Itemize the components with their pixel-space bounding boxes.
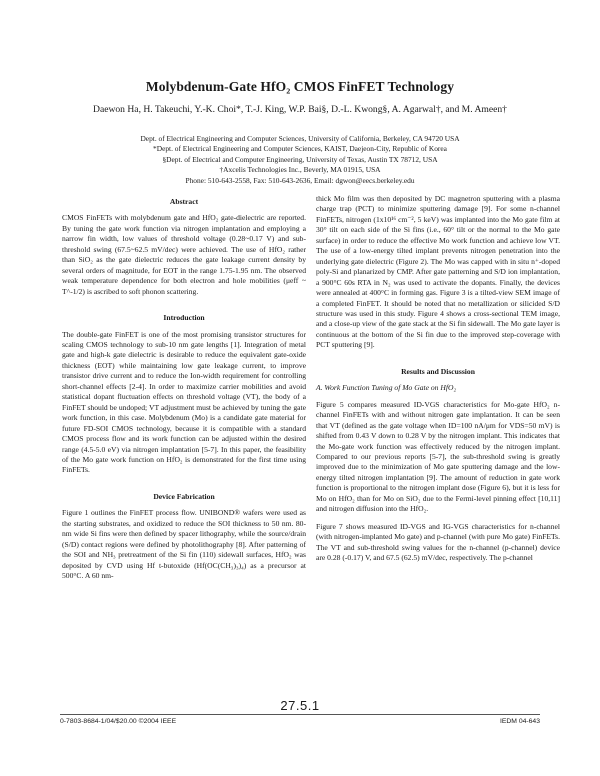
copyright-line: 0-7803-8684-1/04/$20.00 ©2004 IEEE (60, 718, 177, 725)
fabrication-continued-text: thick Mo film was then deposited by DC magnetron sputtering with a plasma charge trap (PCT) to minimize sputtering damage [9]. For some n-channel FinFETs, nitrogen (1x10¹⁶ cm⁻², 5 keV) was implanted into the Mo gate film at 30° tilt on each side of the Si fins (i.e., 60° tilt or the normal to the Mo gate surface) in order to reduce the effective Mo work function and achieve low VT. The use of a low-energy tilted implant prevents nitrogen penetration into the underlying gate dielectric (Figure 2). The Mo was capped with in situ n⁺-doped poly-Si and planarized by CMP. After gate patterning and S/D ion implantation, a 900°C 60s RTA in N₂ was used to activate the dopants. Finally, the devices were annealed at 400°C in forming gas. Figure 3 is a tilted-view SEM image of a completed FinFET. It should be noted that no metallization or silicided S/D structure was used in this study. Figure 4 shows a cross-sectional TEM image, and a close-up view of the gate stack at the Si fin sidewall. The Mo gate layer is continuous at the bottom of the Si fin due to the improved step-coverage with PCT sputtering [9]. (316, 194, 560, 350)
results-subheading: A. Work Function Tuning of Mo Gate on HfO₂ (316, 383, 457, 393)
results-paragraph-2: Figure 7 shows measured ID-VGS and IG-VGS characteristics for n-channel (with nitrogen-implanted Mo gate) and p-channel (with pure Mo gate) FinFETs. The VT and sub-threshold swing values for the n-channel (p-channel) device are 0.28 (-0.17) V, and 67.5 (62.5) mV/dec, respectively. The p-channel (316, 521, 560, 563)
affiliation-line: *Dept. of Electrical Engineering and Computer Sciences, KAIST, Daejeon-City, Republic of Korea (153, 144, 447, 154)
results-paragraph-1: Figure 5 compares measured ID-VGS characteristics for Mo-gate HfO₂ n-channel FinFETs with and without nitrogen gate implantation. It can be seen that VT (defined as the gate voltage when ID=100 nA/μm for VDS=50 mV) is shifted from 0.43 V down to 0.28 V by the nitrogen implant. This indicates that the Mo-gate work function was effectively reduced by the nitrogen implant. Compared to our previous reports [5-7], the sub-threshold swing is greatly improved due to the minimization of Mo gate sputtering damage and the low-energy tilted nitrogen implantation [9]. The amount of reduction in gate work function is proportional to the nitrogen implant dose (Figure 6), but it is less for Mo on HfO₂ than for Mo on SiO₂ due to the Fermi-level pinning effect [10,11] and nitrogen diffusion into the HfO₂. (316, 399, 560, 514)
left-column (62, 197, 306, 589)
abstract-text: CMOS FinFETs with molybdenum gate and HfO₂ gate-dielectric are reported. By tuning the gate work function via nitrogen implantation and employing a narrow fin width, low values of threshold voltage (0.28~0.17 V) and sub-threshold swing (67.5~62.5 mV/dec) were achieved. The use of HfO₂ rather than SiO₂ as the gate dielectric reduces the gate leakage current density by several orders of magnitude, for EOT in the range 1.75-1.95 nm. The observed weak temperature dependence for both electron and hole mobilities (μeff ~ T^-1/2) is ascribed to soft phonon scattering. (62, 213, 306, 296)
right-column (316, 194, 560, 571)
affiliation-line: §Dept. of Electrical and Computer Engineering, University of Texas, Austin TX 78712, USA (162, 154, 438, 164)
footer-divider (60, 714, 540, 715)
device-fabrication-text: Figure 1 outlines the FinFET process flow. UNIBOND® wafers were used as the starting substrates, and oxidized to reduce the SOI thickness to 50 nm. 80-nm wide Si fins were then defined by spacer lithography, while the source/drain (S/D) contact regions were defined by photolithography [8]. After patterning of the SOI and NH₃ pretreatment of the Si fin (110) sidewall surfaces, HfO₂ was deposited by CVD using Hf t-butoxide (Hf(OC(CH₃)₃)₄) as a precursor at 500°C. A 60 nm- (62, 508, 306, 581)
affiliation-line: †Axcelis Technologies Inc., Beverly, MA 01915, USA (219, 165, 381, 175)
paper-title: Molybdenum-Gate HfO₂ CMOS FinFET Technology (145, 79, 455, 94)
conference-page-label: IEDM 04-643 (499, 718, 540, 725)
page-number: 27.5.1 (280, 698, 320, 713)
author-list: Daewon Ha, H. Takeuchi, Y.-K. Choi*, T.-J. King, W.P. Bai§, D.-L. Kwong§, A. Agarwal†, and M. Ameen† (93, 104, 507, 115)
results-heading: Results and Discussion (401, 366, 475, 376)
introduction-text: The double-gate FinFET is one of the most promising transistor structures for scaling CMOS technology to sub-10 nm gate lengths [1]. Integration of metal gate and high-k gate dielectric is desirable to reduce the equivalent gate-oxide thickness (EOT) while maintaining low gate leakage current, to improve transistor drive current and to reduce the Ion-width requirement for controlling short-channel effects [2-4]. In order to maximize carrier mobilities and avoid statistical dopant fluctuation effects on threshold voltage (VT), the body of a FinFET should be undoped; VT adjustment must be achieved by tuning the gate work function, in this case. Molybdenum (Mo) is a candidate gate material for future FD-SOI CMOS technology, because it is compatible with a standard CMOS process flow and its work function can be adjusted within the desired range (4.5-5.0 eV) via nitrogen implantation [5-7]. In this paper, the feasibility of the Mo gate work function on HfO₂ is demonstrated for the first time using FinFETs. (62, 329, 306, 475)
introduction-heading: Introduction (163, 313, 205, 323)
device-fabrication-heading: Device Fabrication (153, 491, 215, 501)
contact-line: Phone: 510-643-2558, Fax: 510-643-2636, Email: dgwon@eecs.berkeley.edu (185, 175, 415, 185)
abstract-heading: Abstract (169, 197, 199, 206)
affiliation-line: Dept. of Electrical Engineering and Computer Sciences, University of California, Berkeley, CA 94720 USA (140, 134, 460, 143)
affiliations (40, 134, 560, 186)
